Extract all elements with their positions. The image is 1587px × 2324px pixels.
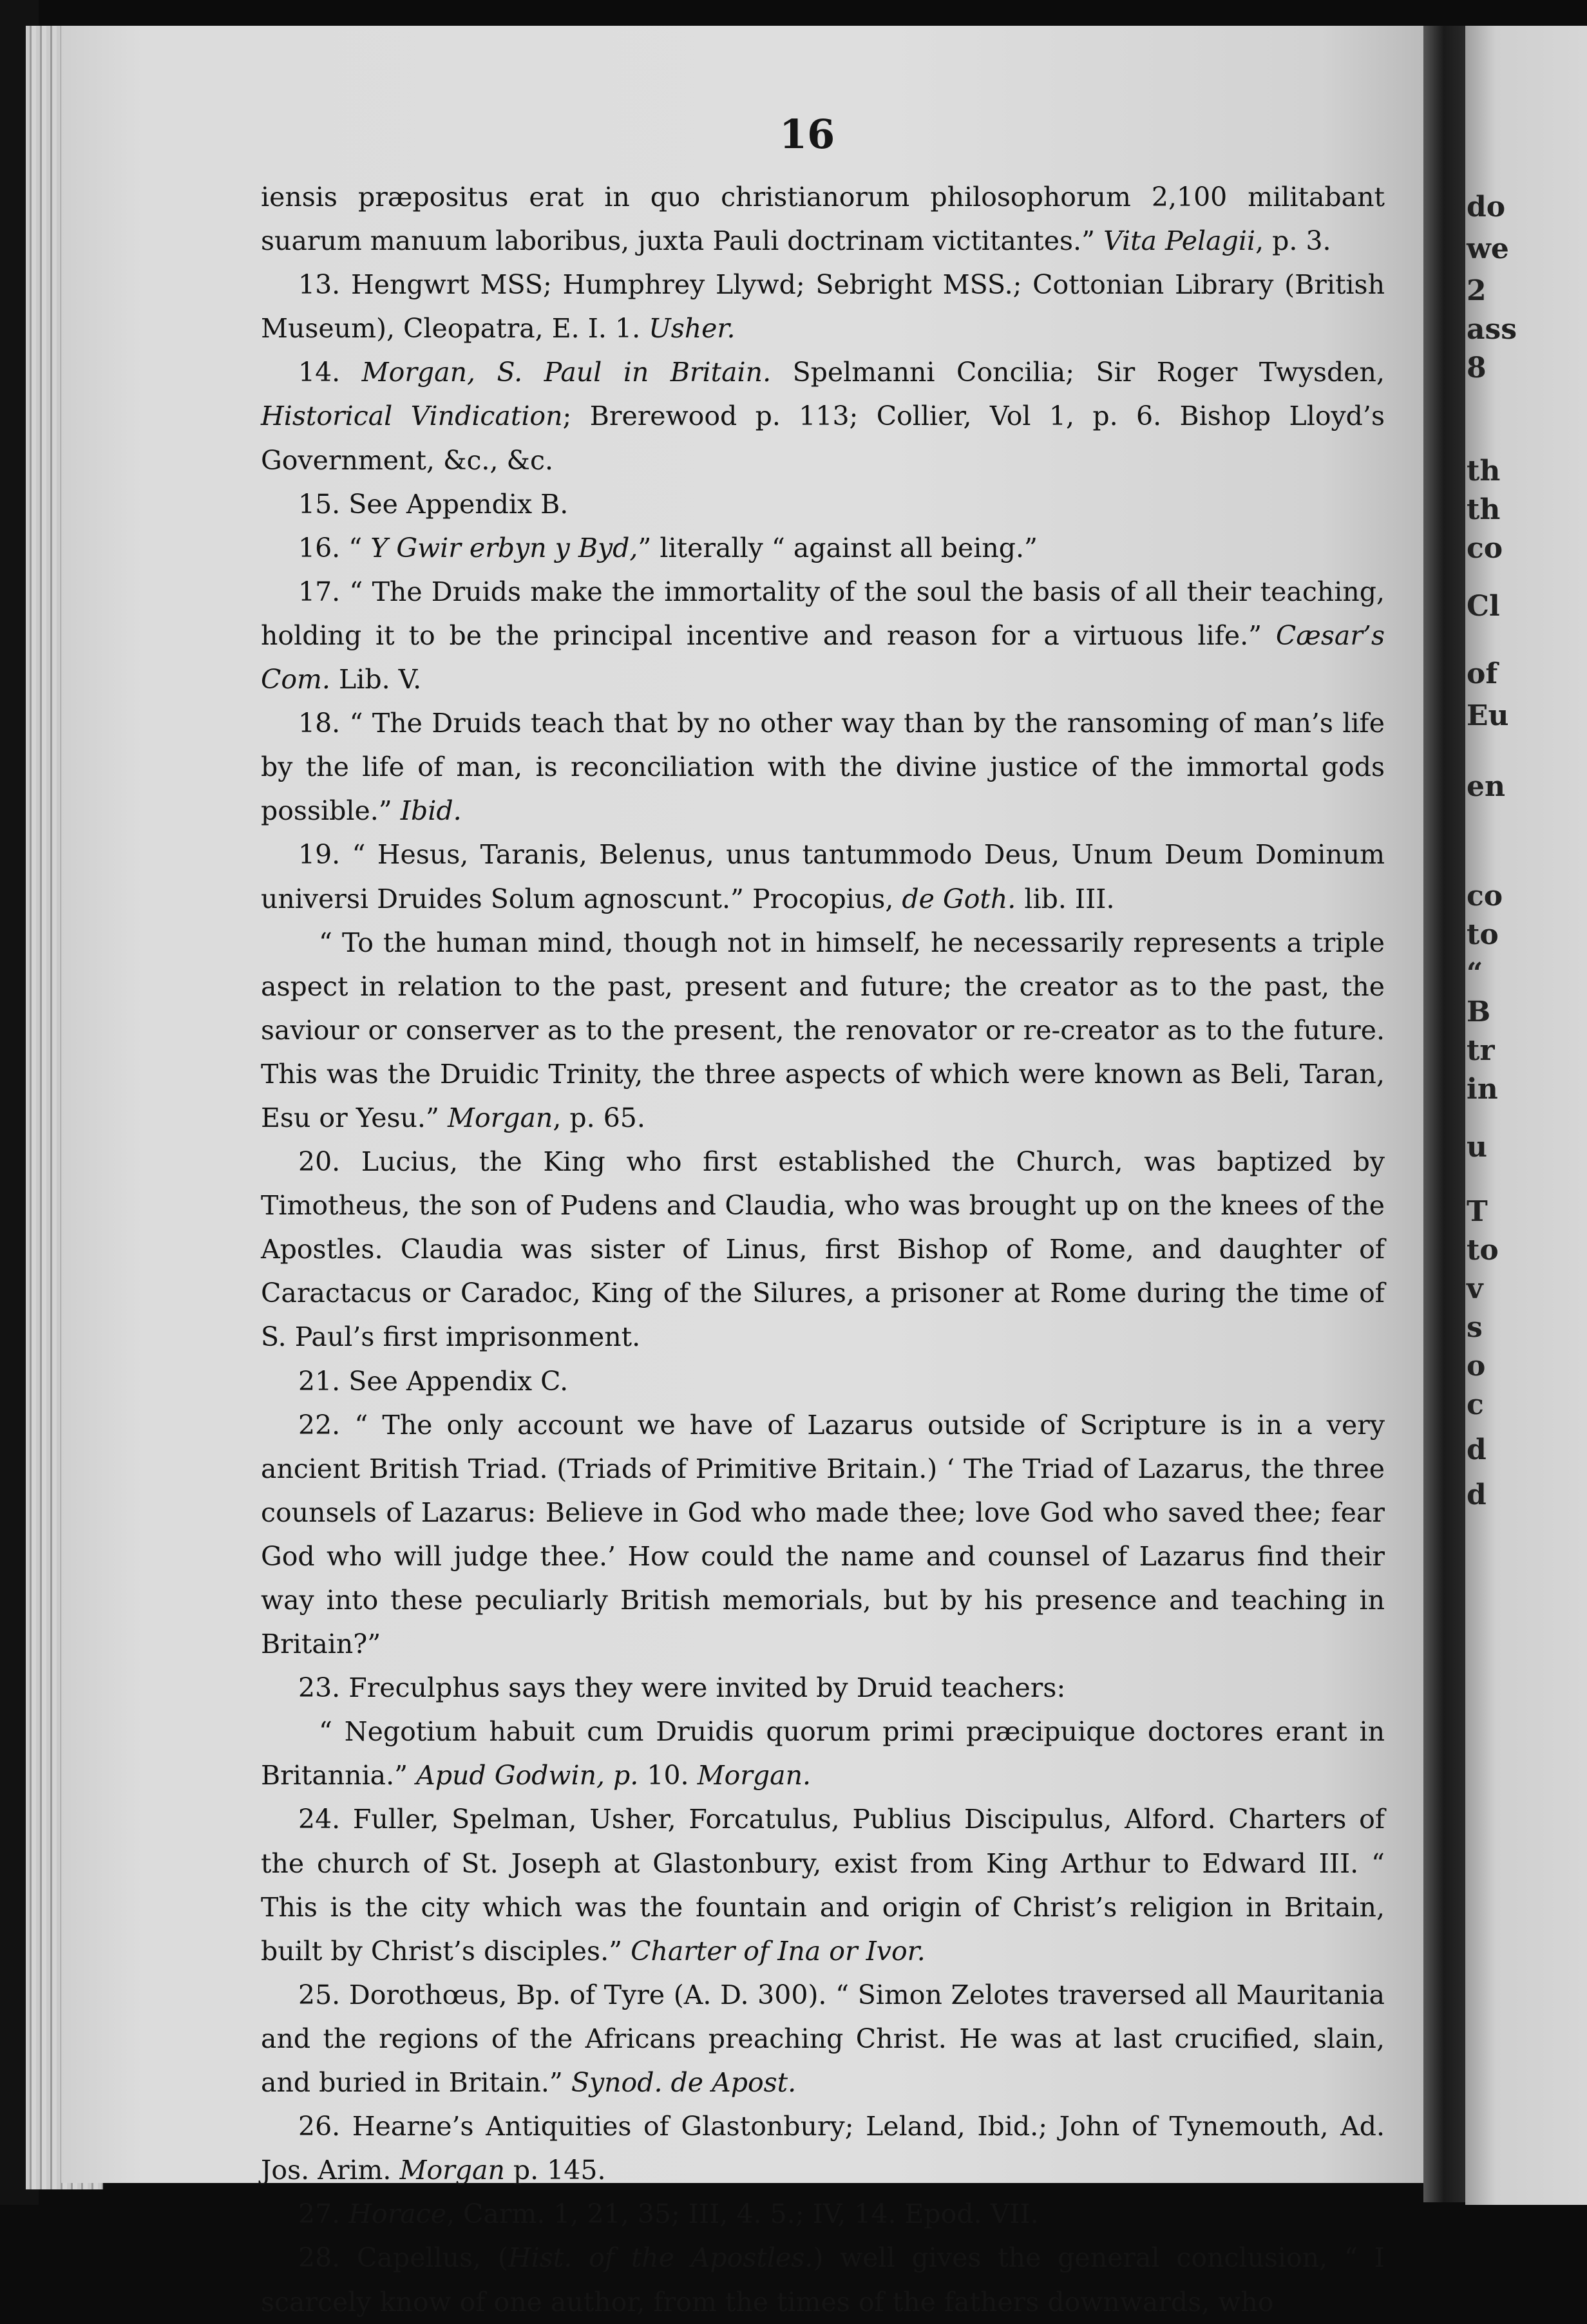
facing-page-fragment: B [1467,996,1491,1028]
facing-page-fragment: of [1467,657,1498,690]
note-n16 [261,526,1385,570]
note-n27 [261,2192,1385,2236]
facing-page-fragment: o [1467,1350,1486,1383]
italic-citation: Synod. de Apost. [571,2067,797,2099]
note-text: , Carm. 1, 21, 35; III, 4. 5.; IV, 14. Epod. VII. [446,2198,1039,2230]
facing-page-fragment: ass [1467,313,1517,346]
facing-page-fragment: d [1467,1433,1487,1466]
facing-page-fragment: Eu [1467,699,1509,732]
note-text: p. 145. [504,2155,606,2186]
facing-page-fragment: T [1467,1195,1488,1228]
note-text: 27. [298,2198,349,2230]
note-text: Lib. V. [330,664,422,695]
italic-citation: Morgan [447,1102,553,1133]
note-n19b [261,921,1385,1140]
note-text: 22. “ The only account we have of Lazarus outside of Scripture is in a very ancient British Triad. (Triads of Primitive Britain.) ‘ The Triad of Lazarus, the three counsels of Lazarus: Believe in God who made thee; love God who saved thee; fear God who will judge thee.’ How could the name and counsel of Lazarus find their way into these peculiarly British memorials, but by his presence and teaching in Britain?” [261,1409,1385,1660]
italic-citation: Horace [348,2198,446,2230]
note-text: 10. [638,1760,698,1791]
note-text: ; Brerewood p. 113; Collier, Vol 1, p. 6. Bishop Lloyd’s Government, &c., &c. [261,401,1385,476]
italic-citation: Hist. of the Apostles. [508,2242,813,2274]
italic-citation: Morgan, S. Paul in Britain. [361,357,772,388]
facing-page-fragment: to [1467,1234,1499,1267]
facing-page-fragment: v [1467,1272,1483,1305]
endnotes-body [261,175,1385,2324]
note-n23 [261,1666,1385,1710]
italic-citation: Usher. [649,313,736,345]
note-text: 26. Hearne’s Antiquities of Glastonbury; Leland, Ibid.; John of Tynemouth, Ad. Jos. Arim. [261,2111,1385,2186]
facing-page-fragment: c [1467,1388,1484,1421]
facing-page-fragment: en [1467,770,1505,803]
italic-citation: Historical Vindication [261,401,563,432]
note-text: 13. Hengwrt MSS; Humphrey Llywd; Sebright MSS.; Cottonian Library (British Museum), Cleopatra, E. I. 1. [261,269,1385,345]
note-text: 25. Dorothœus, Bp. of Tyre (A. D. 300). “ Simon Zelotes traversed all Mauritania and the regions of the Africans preaching Christ. He was at last crucified, slain, and buried in Britain.” [261,1979,1385,2099]
note-text: 18. “ The Druids teach that by no other way than by the ransoming of man’s life by the life of man, is reconciliation with the divine justice of the immortal gods possible.” [261,708,1385,827]
facing-page-fragment: do [1467,191,1506,223]
facing-page-fragment: th [1467,493,1501,526]
facing-page-fragment: tr [1467,1034,1495,1067]
note-n14 [261,350,1385,482]
note-text: 16. “ [298,532,371,563]
facing-page-fragment: 8 [1467,352,1487,384]
note-text: 15. See Appendix B. [298,488,569,520]
note-n22 [261,1403,1385,1667]
facing-page-fragment: co [1467,532,1503,565]
note-n24 [261,1797,1385,1972]
note-text: iensis præpositus erat in quo christianorum philosophorum 2,100 militabant suarum manuum laboribus, juxta Pauli doctrinam victitantes.” [261,182,1385,257]
note-text: Spelmanni Concilia; Sir Roger Twysden, [771,357,1385,388]
italic-citation: Morgan [399,2155,505,2186]
note-text: 19. “ Hesus, Taranis, Belenus, unus tantummodo Deus, Unum Deum Dominum universi Druides Solum agnoscunt.” Procopius, [261,839,1385,914]
note-text: 21. See Appendix C. [298,1365,569,1397]
note-text: lib. III. [1016,883,1115,914]
note-n28 [261,2236,1385,2323]
italic-citation: Charter of Ina or Ivor. [631,1935,926,1967]
note-n21 [261,1359,1385,1403]
note-text: 24. Fuller, Spelman, Usher, Forcatulus, Publius Discipulus, Alford. Charters of the church of St. Joseph at Glastonbury, exist from King Arthur to Edward III. “ This is the city which was the fountain and origin of Christ’s religion in Britain, built by Christ’s disciples.” [261,1804,1385,1967]
note-n18 [261,701,1385,833]
facing-page-fragment: to [1467,918,1499,951]
note-n23b [261,1710,1385,1797]
note-n17 [261,570,1385,701]
italic-citation: Apud Godwin, p. [416,1760,639,1791]
italic-citation: Cæsar’s Com. [261,619,1385,695]
facing-page-fragment: 2 [1467,274,1487,307]
note-text: ” literally “ against all being.” [638,532,1038,563]
note-text: 20. Lucius, the King who first established the Church, was baptized by Timotheus, the son of Pudens and Claudia, who was brought up on the knees of the Apostles. Claudia was sister of Linus, first Bishop of Rome, and daughter of Caractacus or Caradoc, King of the Silures, a prisoner at Rome during the time of S. Paul’s first imprisonment. [261,1146,1385,1353]
italic-citation: Vita Pelagii [1103,225,1256,257]
italic-citation: Ibid. [400,795,462,827]
note-n12cont [261,175,1385,263]
facing-page-fragment: s [1467,1311,1483,1344]
note-text: , p. 3. [1255,225,1331,257]
facing-page-fragment: th [1467,455,1501,487]
note-n20 [261,1140,1385,1359]
note-text: 28. Capellus, ( [298,2242,508,2274]
facing-page-fragment: co [1467,880,1503,912]
facing-page-fragment: in [1467,1073,1498,1106]
italic-citation: Morgan. [697,1760,812,1791]
facing-page [1465,26,1587,2205]
book-gutter [1423,26,1468,2202]
italic-citation: de Goth. [902,883,1016,914]
facing-page-fragment: we [1467,232,1509,265]
note-n19 [261,833,1385,920]
italic-citation: Y Gwir erbyn y Byd, [370,532,638,563]
facing-page-fragment: u [1467,1131,1487,1164]
note-text: 17. “ The Druids make the immortality of the soul the basis of all their teaching, holding it to be the principal incentive and reason for a virtuous life.” [261,576,1385,651]
note-text: 14. [298,357,362,388]
note-text: “ To the human mind, though not in himself, he necessarily represents a triple aspect in relation to the past, present and future; the creator as to the past, the saviour or conserver as to the present, the renovator or re-creator as to the future. This was the Druidic Trinity, the three aspects of which were known as Beli, Taran, Esu or Yesu.” [261,927,1385,1133]
note-n13 [261,263,1385,350]
note-text: , p. 65. [553,1102,645,1133]
note-text: “ Negotium habuit cum Druidis quorum primi præcipuique doctores erant in Britannia.” [261,1716,1385,1791]
note-text: 23. Freculphus says they were invited by Druid teachers: [298,1672,1066,1704]
page-number: 16 [779,111,835,158]
note-text: ) well gives the general conclusion, “ I scarcely know of one author, from the times of the fathers downwards, who [261,2242,1385,2318]
facing-page-fragment: d [1467,1478,1487,1511]
note-n26 [261,2104,1385,2192]
note-n15 [261,482,1385,526]
note-n25 [261,1973,1385,2104]
facing-page-fragment: “ [1467,957,1483,990]
facing-page-fragment: Cl [1467,590,1500,623]
